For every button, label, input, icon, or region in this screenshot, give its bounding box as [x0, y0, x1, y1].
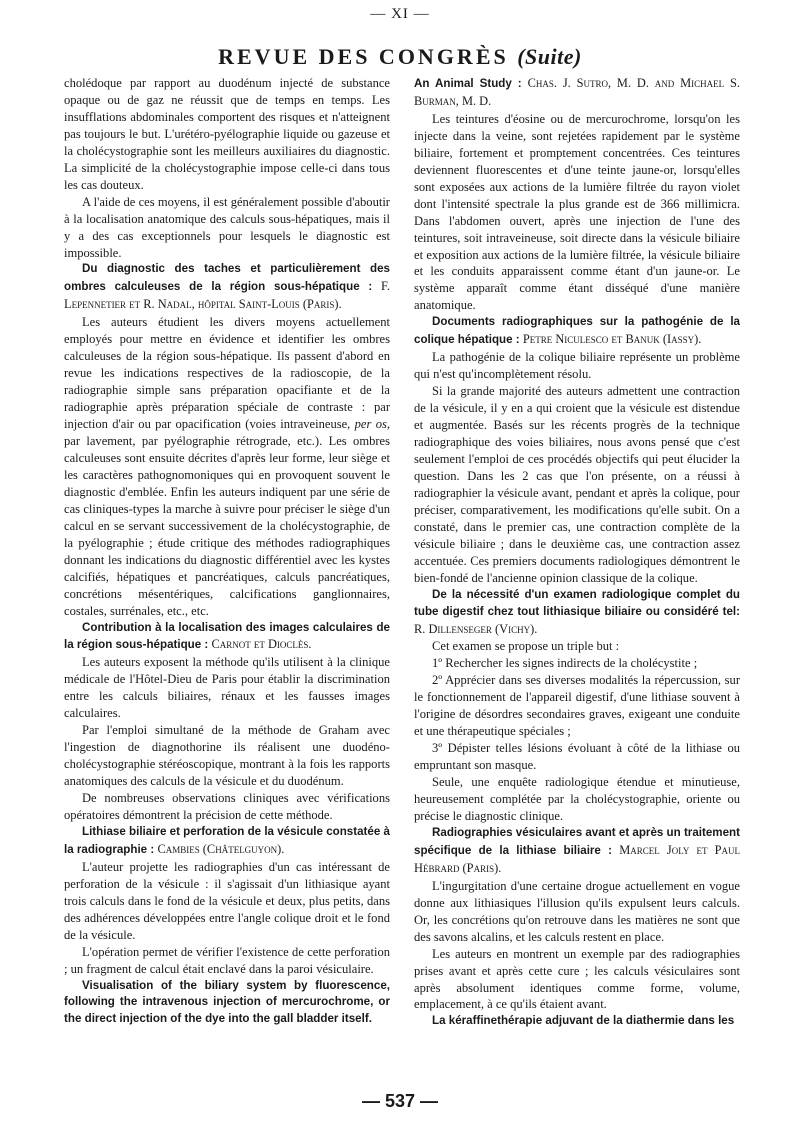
- abstract-heading: [414, 1013, 740, 1030]
- paragraph: A l'aide de ces moyens, il est généralement possible d'aboutir à la localisation anatomique des calculs sous-hépatiques, mais il y a des cas exceptionnels pour lesquels le diagnostic est impossible.: [64, 194, 390, 260]
- abstract-heading: [414, 825, 740, 878]
- paragraph: [64, 314, 390, 619]
- paragraph: L'opération permet de vérifier l'existence de cette perforation ; un fragment de calcul était enclavé dans la paroi vésiculaire.: [64, 944, 390, 976]
- paragraph: Les teintures d'éosine ou de mercurochrome, lorsqu'on les injecte dans la veine, sont rejetées rapidement par le système biliaire, fortement et promptement concentrées. Ces teintures deviennent fluorescentes et d'une teinte jaune-or, lorsqu'elles sont exposées aux actions de la lumière filtrée du rayon violet dont l'intensité spectrale la plus grande est de 366 millimicra. Dans l'abdomen ouvert, après une injection de l'une des teintures, soit intraveineuse, soit directe dans la vésicule biliaire et exposition aux actions de la lumière filtrée, la vésicule biliaire et les conduits apparaissent comme étant d'un jaune-or. Le système apparaît comme étant disséqué d'une manière anatomique.: [414, 111, 740, 313]
- abstract-heading: [64, 824, 390, 859]
- section-title-suite: (Suite): [517, 44, 582, 69]
- paragraph: De nombreuses observations cliniques avec vérifications opératoires démontrent la précision de cette méthode.: [64, 791, 390, 822]
- abstract-heading: [64, 620, 390, 655]
- abstract-heading: [414, 587, 740, 639]
- paragraph: 1º Rechercher les signes indirects de la cholécystite ;: [432, 656, 698, 671]
- abstract-authors: Carnot et Dioclès.: [211, 637, 312, 652]
- article-columns: [64, 75, 742, 1085]
- section-title-main: REVUE DES CONGRÈS: [218, 44, 509, 69]
- paragraph: Par l'emploi simultané de la méthode de Graham avec l'ingestion de diagnothorine ils réalisent une duodéno-cholécystographie stéréoscopique, montrant à la fois les rapports anatomiques des calculs de la vésicule et du duodénum.: [64, 723, 390, 789]
- abstract-title: An Animal Study :: [414, 77, 522, 90]
- paragraph: La pathogénie de la colique biliaire représente un problème qui n'est qu'incomplètement résolu.: [414, 350, 740, 382]
- paragraph-text: Les auteurs étudient les divers moyens actuellement employés pour mettre en évidence et identifier les ombres calculeuses de la région sous-hépatique. Ils passent d'abord en revue les indications respectives de la radioscopie, de la radiographie simple sans préparation opacifiante et de la radiographie après préparation spéciale de contraste : par injection d'air ou par opacification (voies intraveineuse,: [64, 315, 390, 432]
- paragraph: L'ingurgitation d'une certaine drogue actuellement en vogue donne aux lithiasiques l'illusion qu'ils expulsent leurs calculs. Or, les concrétions qu'on retrouve dans les matières ne sont que des savons alcalins, et les calculs restent en place.: [414, 878, 740, 944]
- abstract-title: La kéraffinethérapie adjuvant de la diathermie dans les: [432, 1014, 735, 1028]
- abstract-heading: [414, 314, 740, 349]
- abstract-heading: [64, 261, 390, 314]
- abstract-title: Contribution à la localisation des images calculaires de la région sous-hépatique :: [64, 620, 390, 652]
- paragraph-italic: per os: [354, 417, 387, 432]
- paragraph: Cet examen se propose un triple but :: [432, 639, 620, 654]
- abstract-title: Documents radiographiques sur la pathogénie de la colique hépatique :: [414, 315, 740, 347]
- abstract-title: Lithiase biliaire et perforation de la vésicule constatée à la radiographie :: [64, 824, 390, 856]
- paragraph: Les auteurs exposent la méthode qu'ils utilisent à la clinique médicale de l'Hôtel-Dieu de Paris pour établir la discrimination entre les calculs biliaires, rénaux et les fausses images calculaires.: [64, 655, 390, 721]
- page-roman-number: — XI —: [370, 6, 430, 22]
- abstract-authors: Petre Niculesco et Banuk (Iassy).: [522, 332, 702, 347]
- abstract-heading: [64, 978, 390, 1029]
- paragraph: Les auteurs en montrent un exemple par des radiographies prises avant et après cette cure ; les calculs vésiculaires sont après absolument identiques comme forme, volume, emplacement, à ce qu'ils étaient avant.: [414, 946, 740, 1012]
- paragraph: 3º Dépister telles lésions évoluant à côté de la lithiase ou empruntant son masque.: [414, 741, 740, 773]
- abstract-authors: Chas. J. Sutro, M. D. and Michael S. Burman, M. D.: [414, 76, 740, 108]
- page-number: — 537 —: [361, 1091, 439, 1111]
- abstract-title: De la nécessité d'un examen radiologique complet du tube digestif chez tout lithiasique biliaire ou considéré tel:: [414, 587, 740, 618]
- paragraph: Si la grande majorité des auteurs admettent une contraction de la vésicule, il y en a qui croient que la vésicule est distendue et augmentée. Basés sur les récents progrès de la technique radiographique des voies biliaires, nous avons pensé que c'est seulement l'emploi de ces procédés objectifs qui peut élucider la question. Dans les 2 cas que l'on présente, on a réussi à radiographier la vésicule avant, pendant et après la colique, pour préciser, comparativement, les modifications qu'elle subit. On a constaté, dans le premier cas, une contraction complète de la vésicule biliaire ; dans le deuxième cas, une contraction assez accentuée. Ces premiers documents radiologiques démontrent le bien-fondé de l'ancienne opinion classique de la colique.: [414, 384, 740, 585]
- paragraph: cholédoque par rapport au duodénum injecté de substance opaque ou de gaz ne réussit que de temps en temps. Les insufflations abdominales comportent des risques et n'atteignent pas toujours le but. L'urétéro-pyélographie liquide ou gazeuse et la cholécystographie sont les meilleurs auxiliaires du diagnostic. La simplicité de la cholécystographie impose celle-ci dans tous les cas douteux.: [64, 76, 390, 192]
- left-column: [64, 75, 390, 1085]
- paragraph: L'auteur projette les radiographies d'un cas intéressant de perforation de la vésicule : il s'agissait d'un lithiasique ayant trois calculs dans le fond de la vésicule et deux, plus petits, dans des adhérences développées entre l'angle colique droit et le fond de la vésicule.: [64, 859, 390, 942]
- abstract-title: Radiographies vésiculaires avant et après un traitement spécifique de la lithiase biliaire :: [414, 825, 740, 857]
- journal-section-title: [0, 44, 800, 70]
- abstract-authors: Cambies (Châtelguyon).: [157, 841, 285, 856]
- abstract-title: Visualisation of the biliary system by fluorescence, following the intravenous injection of mercurochrome, or the direct injection of the dye into the gall bladder itself.: [64, 978, 390, 1026]
- paragraph: Seule, une enquête radiologique étendue et minutieuse, heureusement complétée par la cholécystographie, oriente ou précise le diagnostic clinique.: [414, 775, 740, 823]
- right-column: [414, 75, 740, 1085]
- abstract-authors: F. Lepennetier et R. Nadal, hôpital Saint-Louis (Paris).: [64, 279, 390, 312]
- abstract-title: Du diagnostic des taches et particulièrement des ombres calculeuses de la région sous-hépatique :: [64, 262, 390, 294]
- abstract-heading: [414, 75, 740, 111]
- abstract-authors: R. Dillenseger (Vichy).: [414, 621, 538, 636]
- paragraph: 2º Apprécier dans ses diverses modalités la répercussion, sur le fonctionnement de l'appareil digestif, d'une lithiase souvent à l'origine de désordres secondaires graves, exigeant une conduite et une thérapeutique spéciales ;: [414, 673, 740, 739]
- abstract-authors: Marcel Joly et Paul Hébrard (Paris).: [414, 842, 740, 875]
- paragraph-text: , par lavement, par pyélographie rétrograde, etc.). Les ombres calculeuses sont ensuite décrites d'après leur forme, leur siège et les caractères pathognomoniques qui en provoquent souvent le diagnostic d'emblée. Enfin les auteurs indiquent par une série de cas cliniques-types la marche à suivre pour préciser le siège d'un calcul en se servant successivement de la cholécystographie, de la pyélographie ; étude critique des méthodes radiographiques donnant les indications du diagnostic différentiel avec les kystes calcifiés, hépatiques et pancréatiques, calculs pancréatiques, concrétions mésentériques, calcifications ganglionnaires, costales, surrénales, etc., etc.: [64, 417, 390, 618]
